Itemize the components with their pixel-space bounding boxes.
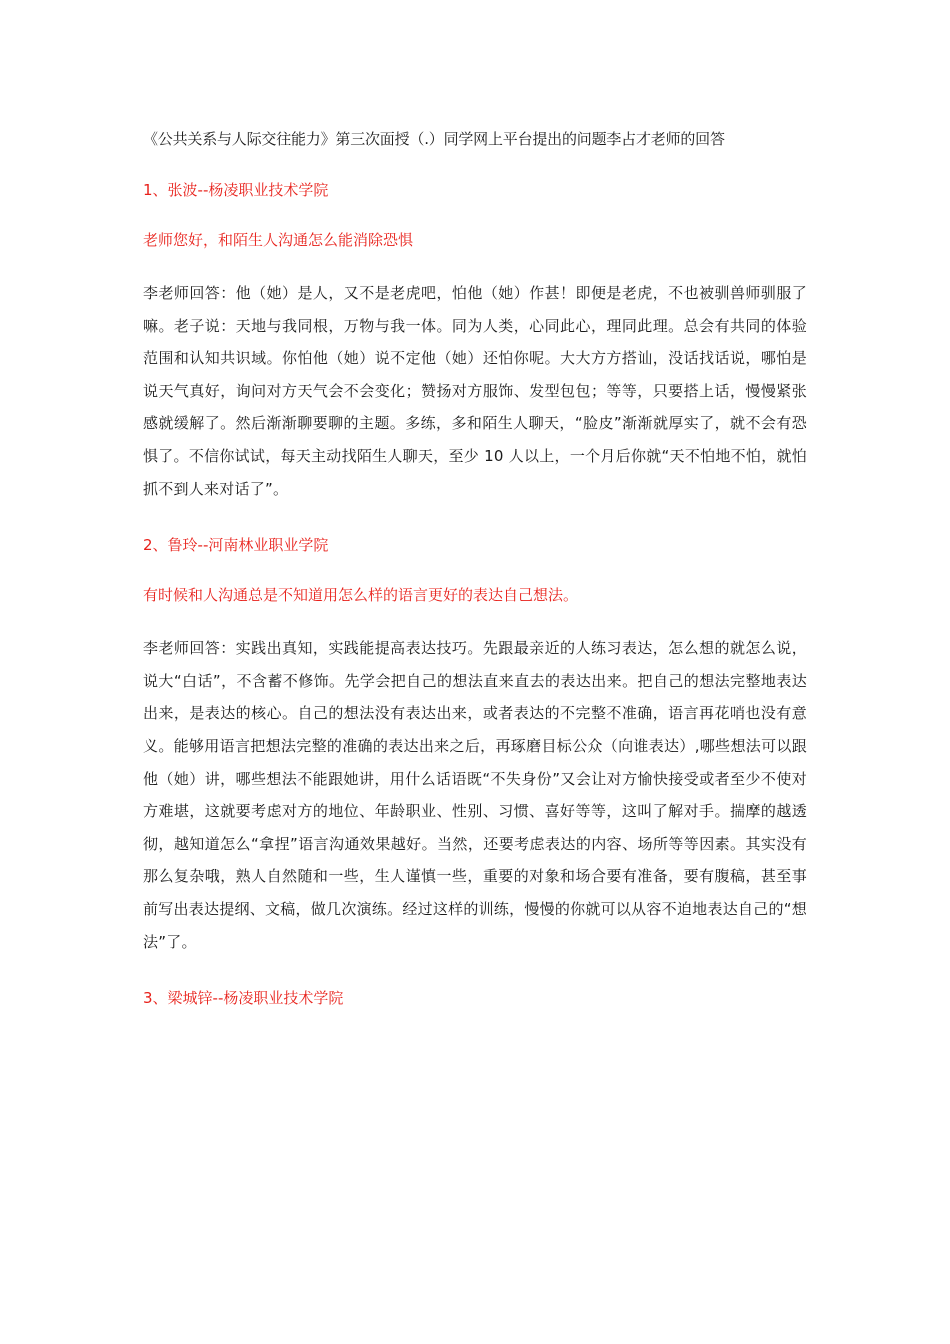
section-2-question: 有时候和人沟通总是不知道用怎么样的语言更好的表达自己想法。 <box>143 586 579 605</box>
document-title: 《公共关系与人际交往能力》第三次面授（.）同学网上平台提出的问题李占才老师的回答 <box>143 130 725 148</box>
section-2-answer: 李老师回答：实践出真知，实践能提高表达技巧。先跟最亲近的人练习表达，怎么想的就怎么说，说大“白话”，不含蓄不修饰。先学会把自己的想法直来直去的表达出来。把自己的想法完整地表达出来，是表达的核心。自己的想法没有表达出来，或者表达的不完整不准确，语言再花哨也没有意义。能够用语言把想法完整的准确的表达出来之后，再琢磨目标公众（向谁表达）,哪些想法可以跟他（她）讲，哪些想法不能跟她讲，用什么话语既“不失身份”又会让对方愉快接受或者至少不使对方难堪，这就要考虑对方的地位、年龄职业、性别、习惯、喜好等等，这叫了解对手。揣摩的越透彻，越知道怎么“拿捏”语言沟通效果越好。当然，还要考虑表达的内容、场所等等因素。其实没有那么复杂哦，熟人自然随和一些，生人谨慎一些，重要的对象和场合要有准备，要有腹稿，甚至事前写出表达提纲、文稿，做几次演练。经过这样的训练，慢慢的你就可以从容不迫地表达自己的“想法”了。 <box>143 639 807 951</box>
section-3-heading: 3、梁城锌--杨凌职业技术学院 <box>143 989 344 1008</box>
section-1-heading: 1、张波--杨凌职业技术学院 <box>143 181 329 199</box>
section-2-heading: 2、鲁玲--河南林业职业学院 <box>143 536 329 555</box>
section-1-question: 老师您好，和陌生人沟通怎么能消除恐惧 <box>143 231 414 249</box>
section-1-answer: 李老师回答：他（她）是人，又不是老虎吧，怕他（她）作甚！即便是老虎，不也被驯兽师驯服了嘛。老子说：天地与我同根，万物与我一体。同为人类，心同此心，理同此理。总会有共同的体验范围和认知共识域。你怕他（她）说不定他（她）还怕你呢。大大方方搭讪，没话找话说，哪怕是说天气真好，询问对方天气会不会变化；赞扬对方服饰、发型包包；等等，只要搭上话，慢慢紧张感就缓解了。然后渐渐聊要聊的主题。多练，多和陌生人聊天，“脸皮”渐渐就厚实了，就不会有恐惧了。不信你试试，每天主动找陌生人聊天，至少 10 人以上，一个月后你就“天不怕地不怕，就怕抓不到人来对话了”。 <box>143 284 807 498</box>
document-content <box>143 128 807 1009</box>
